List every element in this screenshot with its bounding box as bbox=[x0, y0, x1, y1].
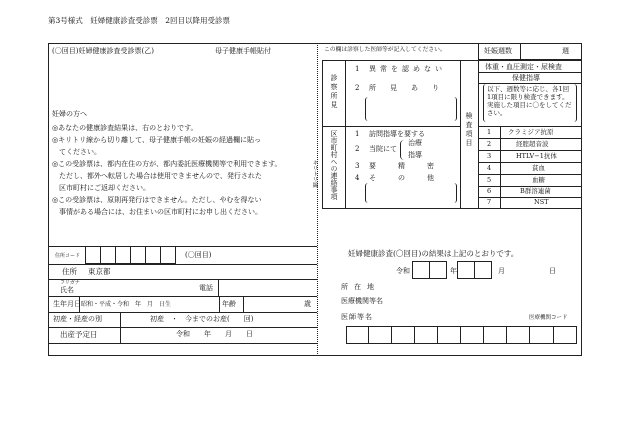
test-items-label: 検査項目 bbox=[465, 112, 473, 148]
note-line: てください。 bbox=[52, 148, 101, 156]
institution-note: この欄は診察した医師等が記入してください。 bbox=[324, 47, 446, 53]
name-label: 氏名 bbox=[60, 286, 74, 294]
year-box-2[interactable] bbox=[429, 261, 447, 279]
note-line: ◎この受診票は、都内在住の方が、都内委託医療機関等で利用できます。 bbox=[52, 160, 282, 168]
test-item-num: 7 bbox=[487, 198, 492, 206]
visit-number: (〇回目) bbox=[185, 251, 212, 259]
institution-name-label: 医療機関等名 bbox=[341, 297, 383, 305]
result-era: 令和 bbox=[396, 267, 410, 275]
code-digit-box[interactable] bbox=[115, 246, 131, 264]
test-item-num: 5 bbox=[487, 176, 492, 184]
contact-item-num: 1 bbox=[355, 130, 360, 138]
month-box-2[interactable] bbox=[474, 261, 492, 279]
parity-value[interactable]: 初産 ・ 今までのお産( 回) bbox=[150, 315, 254, 323]
contact-label: 区市町村への連絡事項 bbox=[330, 130, 338, 200]
exam-findings-label: 診察所見 bbox=[330, 74, 338, 110]
note-line: ◎この受診票は、原則再発行はできません。ただし、やむを得ない bbox=[52, 196, 262, 204]
address-label: 住所 bbox=[62, 267, 77, 276]
test-item-num: 3 bbox=[487, 152, 492, 160]
contact-item[interactable]: 要精密 bbox=[369, 162, 456, 170]
option-brace bbox=[400, 140, 406, 160]
test-item[interactable]: HTLV−1抗体 bbox=[516, 152, 557, 160]
address-code-label: 住所コード bbox=[55, 253, 81, 259]
doctor-name-label: 医師等名 bbox=[341, 313, 373, 321]
form-title: 第3号様式 妊婦健康診査受診票 2回目以降用受診票 bbox=[48, 16, 231, 25]
contact-item-num: 2 bbox=[355, 145, 360, 153]
year-box-1[interactable] bbox=[412, 261, 430, 279]
age-unit: 歳 bbox=[304, 300, 311, 308]
day-unit: 日 bbox=[549, 267, 556, 275]
code-digit-box[interactable] bbox=[100, 246, 116, 264]
test-item[interactable]: クラミジア抗原 bbox=[508, 128, 554, 136]
cut-line-label: キリトリ線 bbox=[311, 160, 318, 188]
health-guidance: 保健指導 bbox=[512, 74, 540, 82]
contact-item-num: 4 bbox=[355, 174, 360, 182]
furigana-label: フリガナ bbox=[60, 280, 80, 286]
institution-code-boxes[interactable] bbox=[346, 326, 577, 344]
address-value[interactable]: 東京都 bbox=[88, 267, 111, 276]
greeting: 妊婦の方へ bbox=[52, 110, 87, 118]
parity-label: 初産・経産の別 bbox=[53, 315, 102, 323]
test-item-num: 4 bbox=[487, 164, 492, 172]
finding-2-num: 2 bbox=[355, 84, 360, 92]
weeks-label: 妊娠週数 bbox=[484, 47, 512, 55]
cut-line bbox=[317, 43, 318, 356]
left-title: (〇回目)妊婦健康診査受診票(乙) bbox=[52, 47, 154, 55]
phone-label: 電話 bbox=[199, 284, 213, 292]
note-line: 事情がある場合には、お住まいの区市町村にお申し出ください。 bbox=[52, 208, 262, 216]
test-item[interactable]: 血糖 bbox=[532, 176, 545, 184]
finding-1-num: 1 bbox=[355, 65, 360, 73]
test-item-num: 6 bbox=[487, 187, 492, 195]
due-value[interactable]: 令和 年 月 日 bbox=[176, 330, 253, 338]
result-statement: 妊婦健康診査(〇回目)の結果は上記のとおりです。 bbox=[348, 249, 519, 258]
contact-item[interactable]: その他 bbox=[369, 174, 456, 182]
code-digit-box[interactable] bbox=[130, 246, 146, 264]
pasting-note: 母子健康手帳貼付 bbox=[215, 47, 271, 55]
dob-label: 生年月日 bbox=[53, 300, 81, 308]
basic-checks: 体重・血圧測定・尿検査 bbox=[485, 63, 562, 71]
code-digit-box[interactable] bbox=[85, 246, 101, 264]
code-digit-box[interactable] bbox=[145, 246, 161, 264]
note-line: ただし、都外へ転居した場合は使用できませんので、発行された bbox=[52, 172, 262, 180]
age-label: 年齢 bbox=[222, 300, 236, 308]
test-item[interactable]: 経腟超音波 bbox=[516, 140, 549, 148]
test-item-num: 2 bbox=[487, 140, 492, 148]
note-line: ◎キリトリ線から切り離して、母子健康手帳の妊娠の経過欄に貼っ bbox=[52, 136, 261, 144]
test-item[interactable]: 貧血 bbox=[532, 164, 545, 172]
contact-detail-bracket[interactable] bbox=[365, 183, 457, 203]
treatment-option[interactable]: 治療 bbox=[408, 139, 422, 147]
finding-2[interactable]: 所見あり bbox=[369, 84, 453, 92]
contact-item[interactable]: 訪問指導を要する bbox=[369, 130, 425, 138]
dob-value[interactable]: 昭和・平成・令和 年 月 日生 bbox=[81, 301, 172, 308]
note-line: 区市町村にご返却ください。 bbox=[52, 184, 150, 192]
due-label: 出産予定日 bbox=[60, 330, 98, 339]
month-unit: 月 bbox=[498, 267, 505, 275]
test-item[interactable]: NST bbox=[534, 198, 549, 206]
contact-item-num: 3 bbox=[355, 162, 360, 170]
institution-code-label: 医療機関コード bbox=[529, 315, 568, 321]
guidance-option[interactable]: 指導 bbox=[408, 151, 422, 159]
test-instruction: 以下、週数等に応じ、各1回1項目に限り検査できます。実施した項目に〇をしてください。 bbox=[483, 84, 577, 122]
finding-detail-bracket[interactable] bbox=[365, 97, 457, 121]
year-unit: 年 bbox=[450, 267, 457, 275]
contact-item[interactable]: 当院にて bbox=[369, 145, 397, 153]
test-item-num: 1 bbox=[487, 128, 492, 136]
month-box-1[interactable] bbox=[457, 261, 475, 279]
weeks-unit: 週 bbox=[562, 47, 569, 55]
test-item[interactable]: B群溶連菌 bbox=[520, 187, 551, 195]
code-digit-box[interactable] bbox=[160, 246, 176, 264]
institution-address-label: 所在地 bbox=[341, 283, 380, 291]
note-line: ◎あなたの健康診査結果は、右のとおりです。 bbox=[52, 124, 198, 132]
finding-1[interactable]: 異常を認めない bbox=[369, 65, 446, 73]
